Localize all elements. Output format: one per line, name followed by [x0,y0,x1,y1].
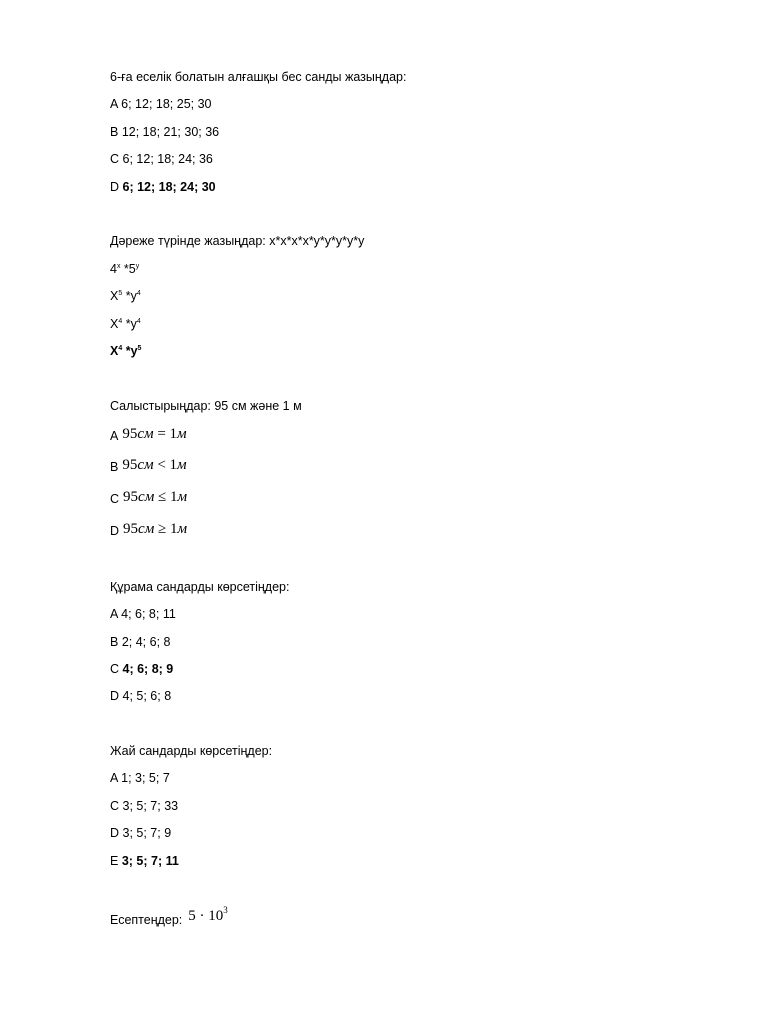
q5-option-d [110,825,171,841]
option-letter: A [110,97,118,111]
formula: 95см < 1м [122,457,187,473]
exponent: 5 [118,290,123,297]
option-text: 3; 5; 7; 9 [122,826,172,840]
option-letter: A [110,429,119,443]
q5-option-a [110,770,170,786]
question-6 [110,905,228,928]
option-letter: B [110,635,119,649]
option-letter: B [110,460,119,474]
q4-option-a [110,606,176,622]
option-text: 6; 12; 18; 24; 36 [122,152,213,166]
q2-option-1: $4^х$ $*5^у$ [110,262,140,276]
option-letter: C [110,152,120,166]
q3-option-d [110,523,187,539]
option-letter: E [110,854,119,868]
base: у [130,289,137,303]
option-letter: C [110,662,120,676]
option-letter: C [110,799,120,813]
q3-option-b [110,459,187,475]
option-letter: A [110,771,118,785]
q1-option-d [110,179,216,195]
option-text: 2; 4; 6; 8 [121,635,171,649]
base: 4 [110,262,117,276]
option-text: 12; 18; 21; 30; 36 [121,125,220,139]
base: Х [110,317,119,331]
exponent: 5 [137,345,142,352]
q2-option-3: $Х^4$ $*у^4$ [110,317,141,331]
base: у [130,317,137,331]
exponent: 4 [118,318,123,325]
question-4: Құрама сандарды көрсетіңдер: [110,580,290,594]
option-text: 3; 5; 7; 33 [122,799,179,813]
question-2: Дәреже түрінде жазыңдар: х*х*х*х*у*у*у*у*у [110,234,365,248]
option-text-correct: 4; 6; 8; 9 [122,662,174,676]
question-text: Есептеңдер: [110,913,183,927]
option-text: 4; 5; 6; 8 [122,689,172,703]
q1-option-a [110,96,212,112]
exponent: 4 [118,345,123,352]
option-text-correct: 3; 5; 7; 11 [121,854,179,868]
option-letter: D [110,524,120,538]
formula: 95см = 1м [122,426,187,442]
base: 5 [128,262,136,276]
exponent: х [116,263,121,270]
q5-option-c [110,798,178,814]
option-text-correct: 6; 12; 18; 24; 30 [122,180,216,194]
q3-option-c [110,491,187,507]
q4-option-d [110,688,171,704]
q1-option-c [110,151,213,167]
question-3: Салыстырыңдар: 95 см және 1 м [110,399,302,413]
base: Х [110,289,119,303]
q5-option-e [110,853,179,869]
q3-option-a [110,428,187,444]
base: у [130,344,138,358]
question-1: 6-ға еселік болатын алғашқы бес санды жазыңдар: [110,70,407,84]
exponent: 4 [136,290,141,297]
q2-option-4-correct: $Х^4$ $*у^5$ [110,344,142,358]
option-text: 4; 6; 8; 11 [121,607,176,621]
formula: $5 \cdot 10^3$ [188,905,228,924]
option-letter: B [110,125,119,139]
q2-option-2: $Х^5$ $*у^4$ [110,289,141,303]
option-letter: C [110,492,120,506]
option-text: 6; 12; 18; 25; 30 [121,97,212,111]
question-5: Жай сандарды көрсетіңдер: [110,744,273,758]
base: Х [110,344,119,358]
formula: 95см ≥ 1м [123,521,188,537]
option-letter: D [110,689,120,703]
option-letter: A [110,607,118,621]
q4-option-c [110,661,173,677]
option-text: 1; 3; 5; 7 [121,771,170,785]
formula: 95см ≤ 1м [123,489,188,505]
exponent: у [135,263,140,270]
option-letter: D [110,826,120,840]
q1-option-b [110,124,219,140]
option-letter: D [110,180,120,194]
q4-option-b [110,634,170,650]
exponent: 4 [136,318,141,325]
